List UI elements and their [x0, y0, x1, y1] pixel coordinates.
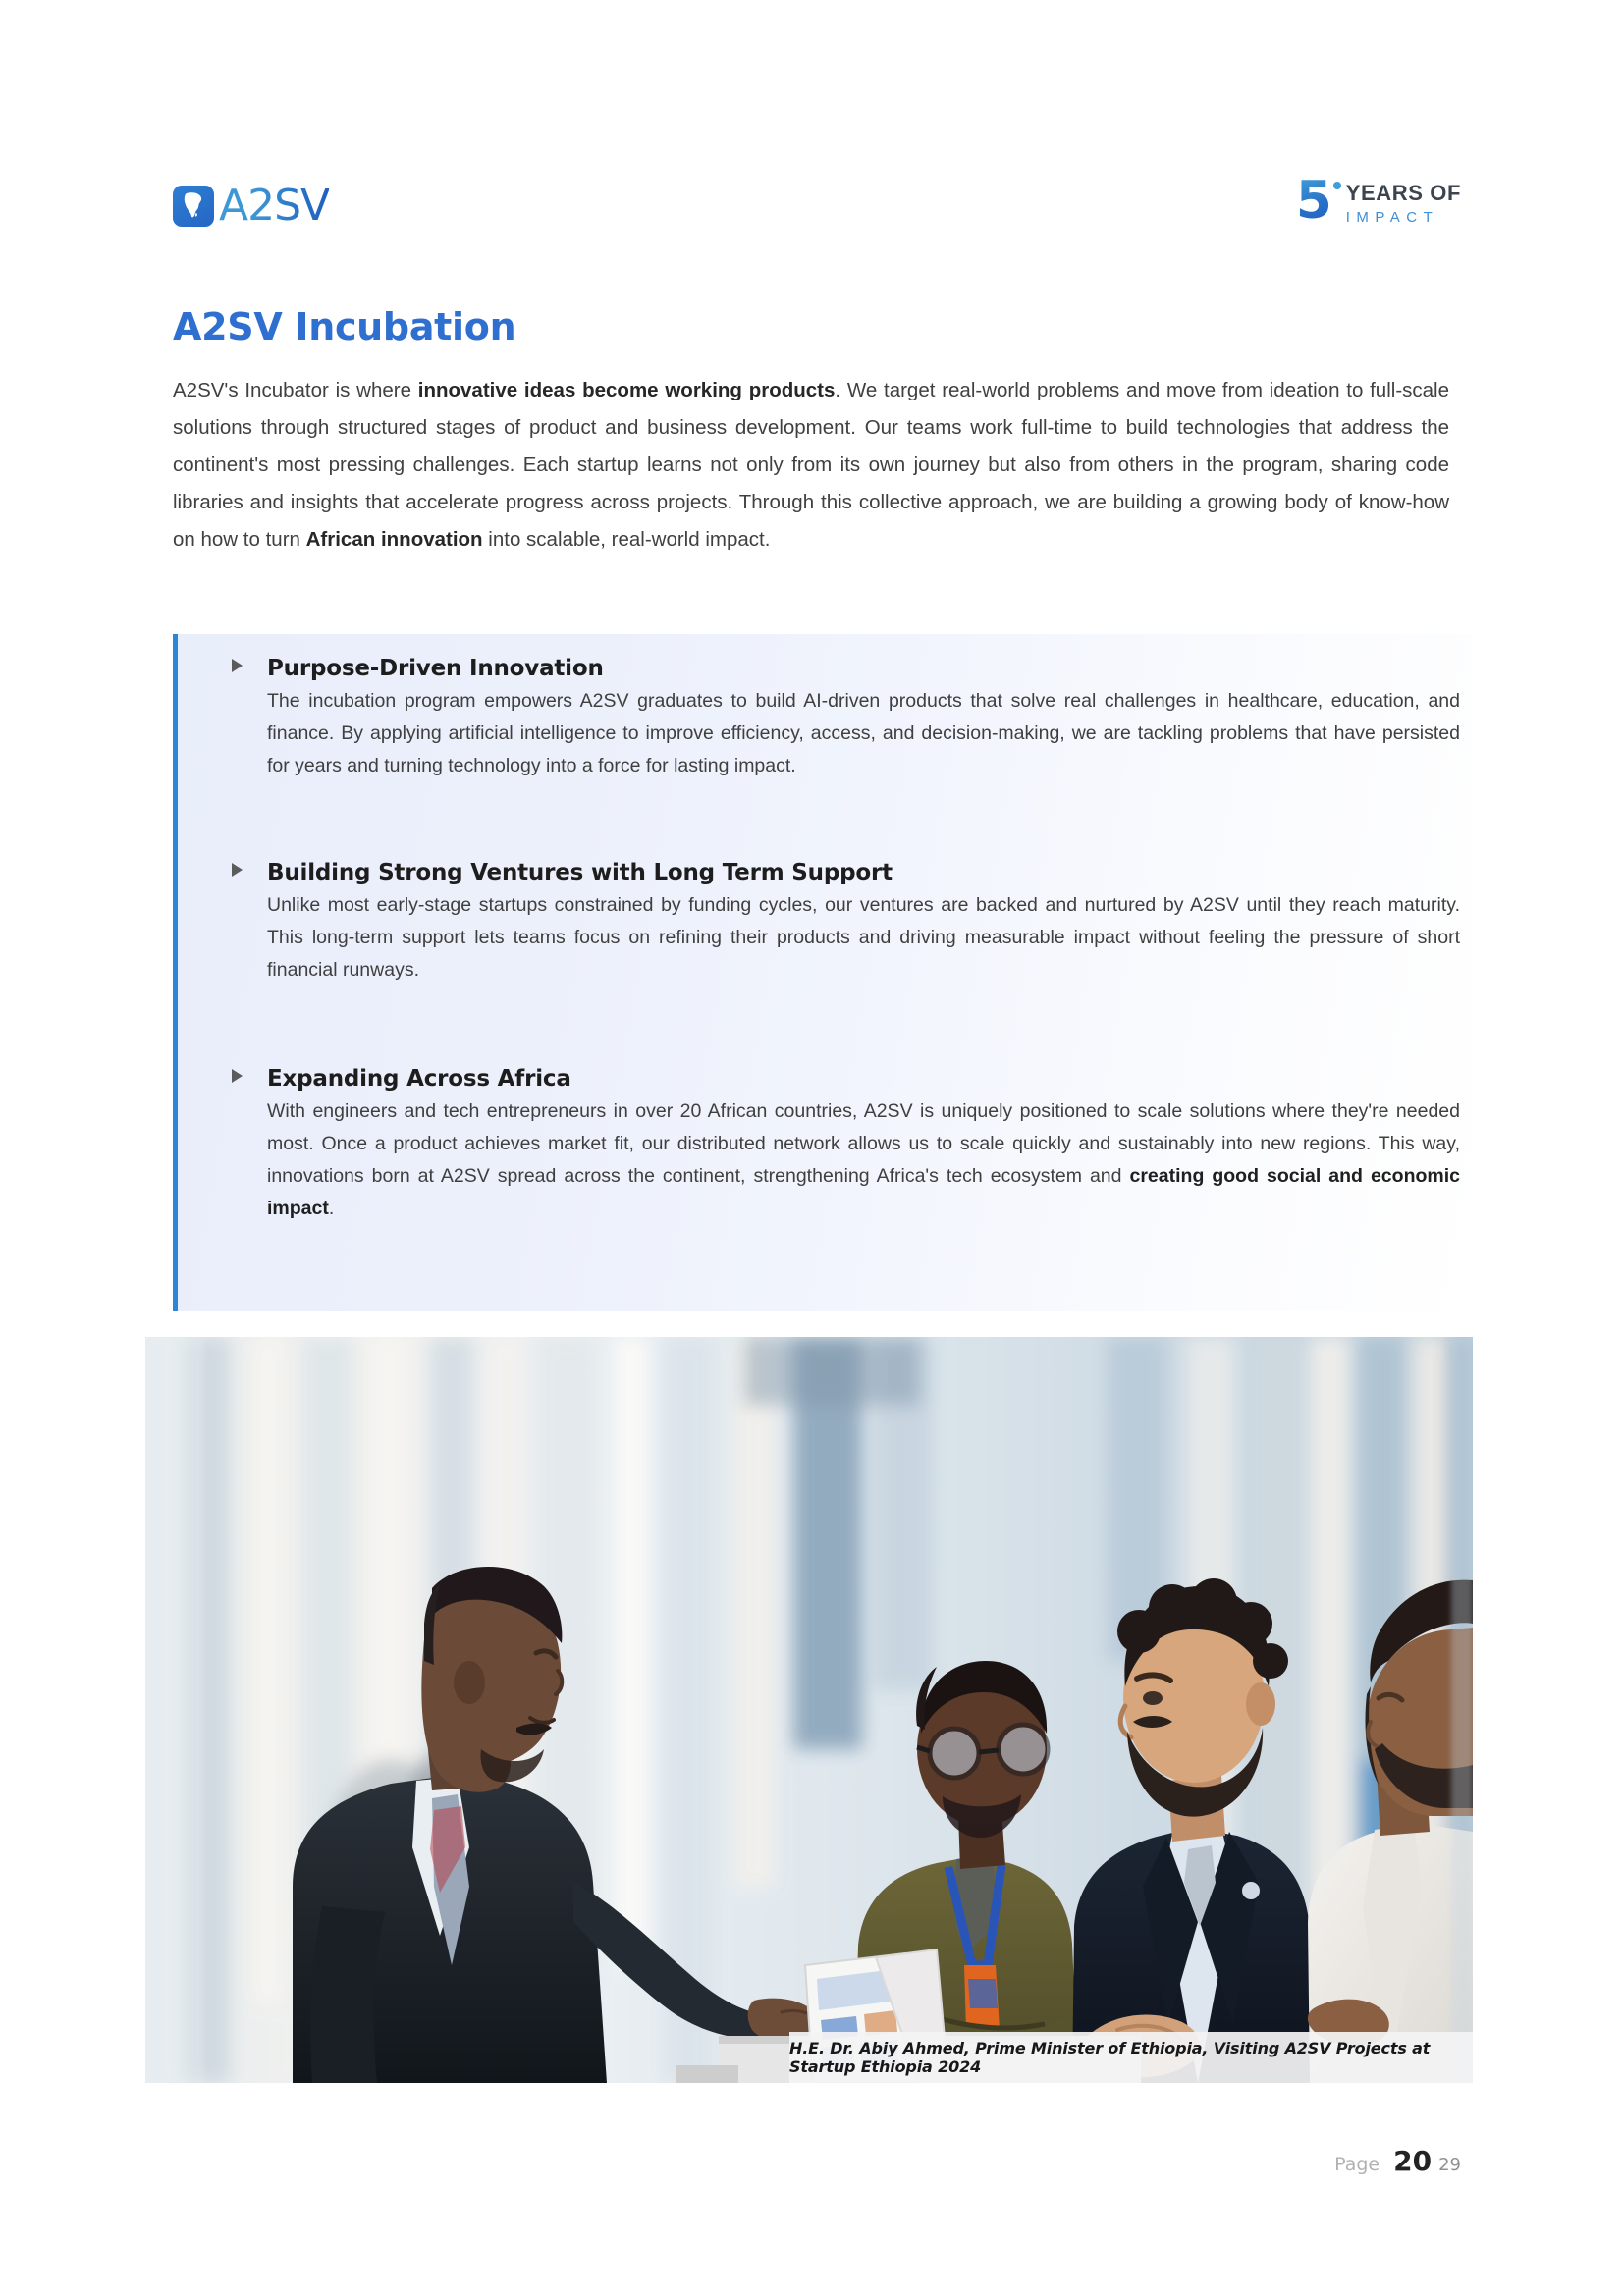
highlight-body-part-3: . — [328, 1198, 335, 1219]
badge-text-lines — [1346, 177, 1461, 226]
badge-dot-icon — [1333, 182, 1341, 189]
intro-paragraph — [173, 372, 1449, 559]
footer-page-total: 29 — [1438, 2155, 1461, 2175]
badge-number-text: 5 — [1295, 171, 1332, 231]
triangle-bullet-icon — [232, 1069, 243, 1083]
highlight-body: Unlike most early-stage startups constrained by funding cycles, our ventures are backed and nurtured by A2SV until they reach maturity. This long-term support lets teams focus on refining their products and driving measurable impact without feeling the pressure of short financial runways. — [267, 894, 1460, 981]
footer-page-label: Page — [1334, 2154, 1380, 2175]
photo-caption-strip — [789, 2032, 1473, 2083]
intro-part-1: A2SV's Incubator is where — [173, 378, 418, 401]
triangle-bullet-icon — [232, 863, 243, 877]
page-footer — [1334, 2145, 1461, 2177]
highlight-body: The incubation program empowers A2SV graduates to build AI-driven products that solve real challenges in healthcare, education, and finance. By applying artificial intelligence to improve efficiency, access, and decision-making, we are tackling problems that have persisted for years and turning technology into a force for lasting impact. — [267, 690, 1460, 776]
highlight-title: Expanding Across Africa — [267, 1066, 571, 1092]
highlight-item-expanding-across-africa — [232, 1066, 1460, 1225]
page-header — [0, 171, 1623, 243]
badge-number — [1295, 171, 1332, 231]
highlight-heading-row — [232, 656, 1453, 681]
badge-years-of-label: YEARS OF — [1345, 181, 1461, 205]
logo-wordmark: A2SV — [219, 181, 330, 231]
photo-caption: H.E. Dr. Abiy Ahmed, Prime Minister of Ethiopia, Visiting A2SV Projects at Startup Ethiopia 2024 — [789, 2039, 1431, 2076]
highlight-heading-row — [232, 1066, 1453, 1092]
triangle-bullet-icon — [232, 659, 243, 672]
page-title: A2SV Incubation — [173, 305, 516, 349]
highlight-title: Building Strong Ventures with Long Term Support — [267, 860, 893, 885]
a2sv-logo — [173, 175, 329, 238]
years-of-impact-badge — [1295, 171, 1461, 232]
highlight-title: Purpose-Driven Innovation — [267, 656, 604, 681]
highlight-heading-row — [232, 860, 1453, 885]
intro-bold-2: African innovation — [305, 527, 483, 551]
intro-part-2: . We target real-world problems and move from ideation to full-scale solutions through structured stages of product and business development. Our teams work full-time to build technologies that address the continent's most pressing challenges. Each startup learns not only from its own journey but also from others in the program, sharing code libraries and insights that accelerate progress across projects. Through this collective approach, we are building a growing body of know-how on how to turn — [173, 378, 1449, 551]
badge-impact-label: IMPACT — [1345, 209, 1439, 227]
highlight-item-building-strong-ventures — [232, 860, 1460, 987]
intro-bold-1: innovative ideas become working products — [417, 378, 836, 401]
africa-map-icon — [173, 186, 214, 227]
highlight-item-purpose-driven-innovation — [232, 656, 1460, 782]
highlights-panel — [173, 634, 1473, 1311]
highlight-body — [267, 1095, 1460, 1225]
highlight-body-part-1: With engineers and tech entrepreneurs in over 20 African countries, A2SV is uniquely positioned to scale solutions where they're needed most. Once a product achieves market fit, our distributed network allows us to scale quickly and sustainably into new regions. This way, innovations born at A2SV spread across the continent, strengthening Africa's tech ecosystem and — [267, 1100, 1460, 1187]
intro-part-3: into scalable, real-world impact. — [482, 527, 771, 551]
event-photo — [145, 1337, 1473, 2083]
footer-page-number: 20 — [1393, 2145, 1433, 2177]
highlight-body-bold: creating good social and economic impact — [267, 1165, 1460, 1219]
